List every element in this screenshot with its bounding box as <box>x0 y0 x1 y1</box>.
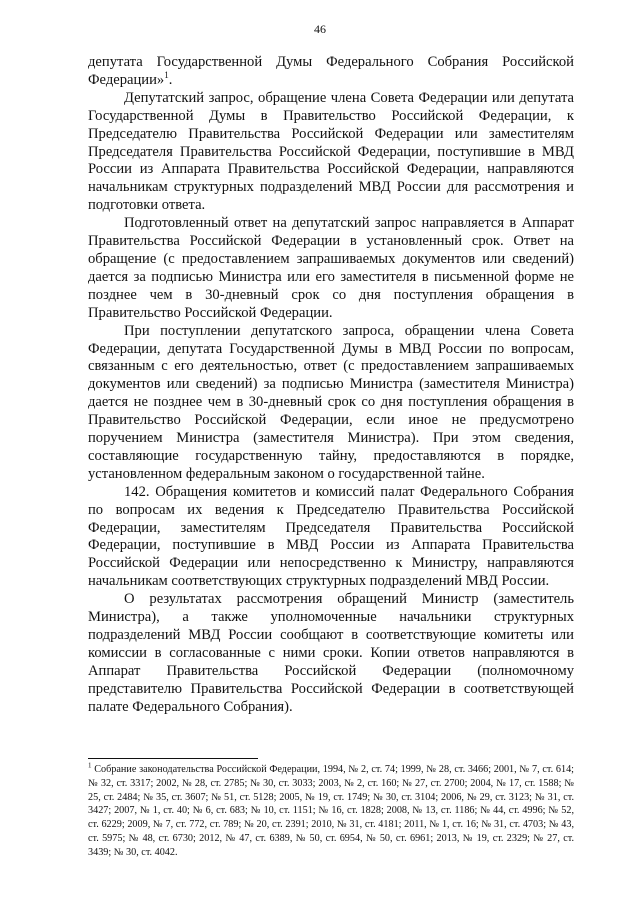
paragraph-mvd-receipt: При поступлении депутатского запроса, обращении члена Совета Федерации, депутата Государственной Думы в МВД России по вопросам, связанным с его деятельностью, ответ (с предоставлением запрашиваемых документов или сведений) за подписью Министра (заместителя Министра) дается не позднее чем в 30-дневный срок со дня поступления обращения в Правительство Российской Федерации, если иное не предусмотрено поручением Министра (заместителя Министра). При этом сведения, составляющие государственную тайну, предоставляются в порядке, установленном федеральным законом о государственной тайне. <box>88 322 574 482</box>
paragraph-results: О результатах рассмотрения обращений Министр (заместитель Министра), а также уполномоченные начальники структурных подразделений МВД России сообщают в соответствующие комитеты или комиссии в согласованные с ними сроки. Копии ответов направляются в Аппарат Правительства Российской Федерации (полномочному представителю Правительства Российской Федерации в соответствующей палате Федерального Собрания). <box>88 591 574 715</box>
footnote <box>88 763 574 860</box>
paragraph-deputy-request: Депутатский запрос, обращение члена Совета Федерации или депутата Государственной Думы в Правительство Российской Федерации, к Председателю Правительства Российской Федерации или заместителям Председателя Правительства Российской Федерации, поступившие в МВД России из Аппарата Правительства Российской Федерации, направляются начальникам структурных подразделений МВД России для рассмотрения и подготовки ответа. <box>88 89 574 214</box>
paragraph-continuation-text: депутата Государственной Думы Федерального Собрания Российской Федерации» <box>88 54 574 88</box>
footnote-reference: 1 <box>164 70 169 81</box>
page-number: 46 <box>314 22 326 36</box>
paragraph-continuation: депутата Государственной Думы Федерального Собрания Российской Федерации»$^1$. <box>88 54 574 88</box>
body-text <box>88 54 574 717</box>
paragraph-item-142: 142. Обращения комитетов и комиссий палат Федерального Собрания по вопросам их ведения к Председателю Правительства Российской Федерации, заместителям Председателя Правительства Российской Федерации, поступившие в МВД России из Аппарата Правительства Российской Федерации или непосредственно к Министру, направляются начальникам соответствующих структурных подразделений МВД России. <box>88 483 574 590</box>
paragraph-prepared-answer: Подготовленный ответ на депутатский запрос направляется в Аппарат Правительства Российской Федерации в установленный срок. Ответ на обращение (с предоставлением запрашиваемых документов или сведений) дается за подписью Министра или его заместителя в письменной форме не позднее чем в 30-дневный срок со дня поступления обращения в Правительство Российской Федерации. <box>88 215 574 321</box>
footnote-divider <box>88 758 258 759</box>
footnote-marker: 1 <box>88 761 92 770</box>
footnote-text: Собрание законодательства Российской Федерации, 1994, № 2, ст. 74; 1999, № 28, ст. 3466; 2001, № 7, ст. 614; № 32, ст. 3317; 2002, № 28, ст. 2785; № 30, ст. 3033; 2003, № 2, ст. 160; № 27, ст. 2700; 2004, № 17, ст. 1588; № 25, ст. 2484; № 35, ст. 3607; № 51, ст. 5128; 2005, № 19, ст. 1749; № 30, ст. 3104; 2006, № 29, ст. 3123; № 31, ст. 3427; 2007, № 1, ст. 40; № 6, ст. 683; № 10, ст. 1151; № 16, ст. 1828; 2008, № 13, ст. 1186; № 44, ст. 4996; № 52, ст. 6229; 2009, № 7, ст. 772, ст. 789; № 20, ст. 2391; 2010, № 31, ст. 4181; 2011, № 1, ст. 16; № 31, ст. 4703; № 43, ст. 5975; № 48, ст. 6730; 2012, № 47, ст. 6389, № 50, ст. 6954, № 50, ст. 6961; 2013, № 19, ст. 2329; № 27, ст. 3439; № 30, ст. 4042. <box>88 764 575 858</box>
